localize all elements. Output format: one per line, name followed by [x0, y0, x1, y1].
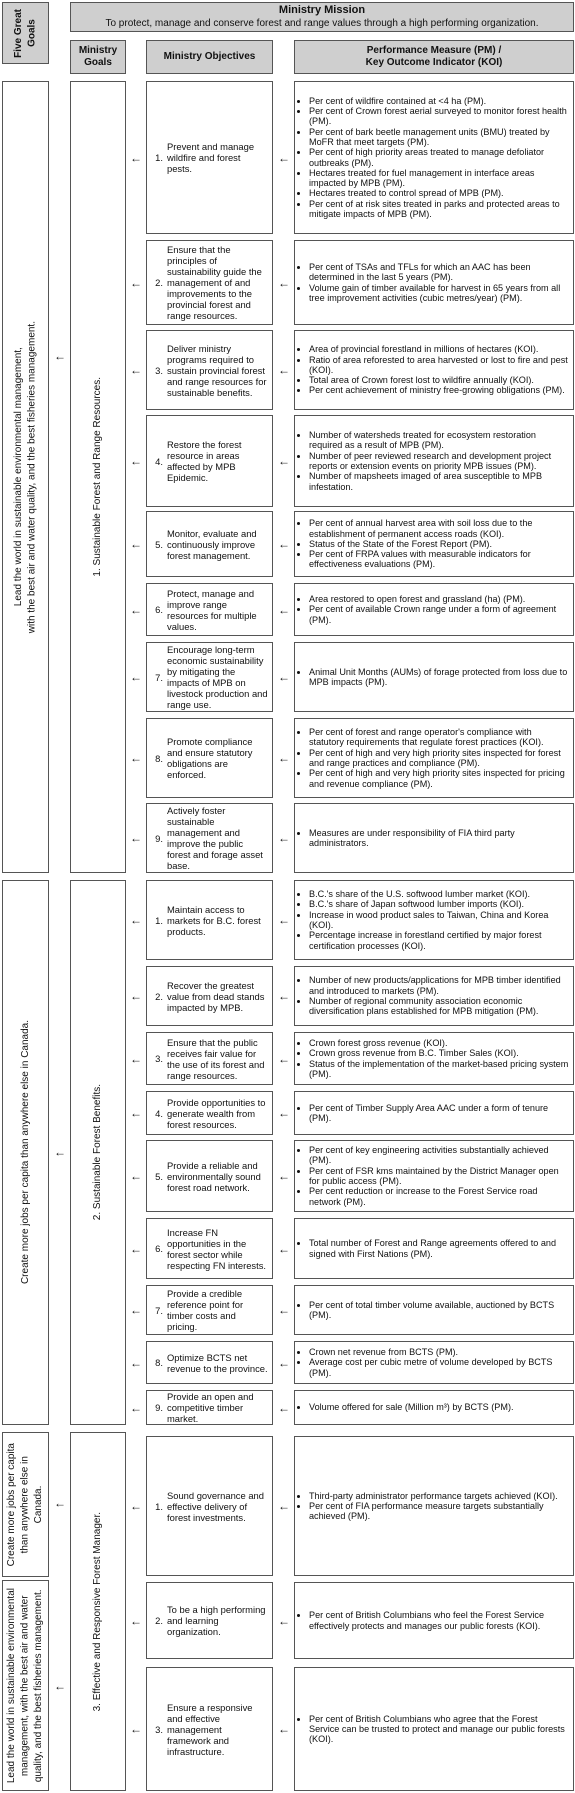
measure-list — [299, 1402, 514, 1412]
arrow-left-icon: ← — [54, 349, 66, 363]
header-five-great-goals: Five Great Goals — [2, 2, 49, 64]
header-ministry-objectives: Ministry Objectives — [146, 40, 273, 74]
measure-item: • Per cent of total timber volume available, auctioned by BCTS (PM). — [309, 1300, 569, 1321]
objective-number: 4. — [155, 1107, 163, 1119]
objective-text: Ensure that the principles of sustainability guide the management of and improvements to the provincial forest and range resources. — [167, 244, 262, 321]
measure-item: • Per cent of bark beetle management units (BMU) treated by MoFR that meet targets (PM). — [309, 127, 569, 148]
measure-item: • Per cent of Crown forest aerial surveyed to monitor forest health (PM). — [309, 106, 569, 127]
arrow-left-icon: ← — [278, 989, 290, 1003]
objective-text: Optimize BCTS net revenue to the province. — [167, 1351, 268, 1374]
arrow-left-icon: ← — [54, 1496, 66, 1510]
arrow-left-icon: ← — [278, 913, 290, 927]
measure-box — [294, 1140, 574, 1212]
measure-item: • Area restored to open forest and grassland (ha) (PM). — [309, 594, 569, 604]
measure-box — [294, 511, 574, 577]
measure-item: • Hectares treated to control spread of MPB (PM). — [309, 188, 569, 198]
arrow-left-icon: ← — [130, 1051, 142, 1066]
measure-item: • Per cent of Timber Supply Area AAC under a form of tenure (PM). — [309, 1103, 569, 1124]
objective-text: Provide a reliable and environmentally sound forest road network. — [167, 1159, 261, 1193]
objective-text: Provide an open and competitive timber market. — [167, 1391, 254, 1424]
measure-item: • Average cost per cubic metre of volume developed by BCTS (PM). — [309, 1357, 569, 1378]
measure-item: • Per cent of British Columbians who agree that the Forest Service can be trusted to protect and manage our public forests (KOI). — [309, 1714, 569, 1745]
arrow-left-icon: ← — [278, 1400, 290, 1415]
objective-box — [146, 1140, 273, 1212]
arrow-left-icon: ← — [278, 1303, 290, 1317]
measure-list — [299, 727, 569, 789]
measure-item: • Animal Unit Months (AUMs) of forage protected from loss due to MPB impacts (PM). — [309, 667, 569, 688]
measure-box — [294, 880, 574, 960]
measure-item: • Crown forest gross revenue (KOI). — [309, 1038, 569, 1048]
measure-item: • Per cent of key engineering activities substantially achieved (PM). — [309, 1145, 569, 1166]
arrow-left-icon: ← — [130, 1722, 142, 1736]
objective-text: Monitor, evaluate and continuously improve forest management. — [167, 527, 257, 561]
measure-item: • Status of the State of the Forest Report (PM). — [309, 539, 569, 549]
measure-box — [294, 1582, 574, 1659]
measure-box — [294, 1285, 574, 1335]
measure-box — [294, 240, 574, 325]
objective-number: 6. — [155, 604, 163, 615]
arrow-left-icon: ← — [130, 1303, 142, 1317]
header-performance-measure: Performance Measure (PM) / Key Outcome Indicator (KOI) — [294, 40, 574, 74]
measure-box — [294, 1091, 574, 1135]
objective-box — [146, 1091, 273, 1135]
objective-text: Encourage long-term economic sustainability by mitigating the impacts of MPB on livestock production and range use. — [167, 644, 268, 710]
measure-item: • Per cent of FSR kms maintained by the District Manager open for public access (PM). — [309, 1166, 569, 1187]
measure-item: • Per cent of high priority areas treated to manage defoliator outbreaks (PM). — [309, 147, 569, 168]
objective-box — [146, 880, 273, 960]
arrow-left-icon: ← — [130, 913, 142, 927]
measure-box — [294, 642, 574, 712]
measure-item: • Per cent of wildfire contained at <4 ha (PM). — [309, 96, 569, 106]
objective-box — [146, 642, 273, 712]
objective-box — [146, 1285, 273, 1335]
measure-item: • Third-party administrator performance targets achieved (KOI). — [309, 1491, 569, 1501]
measure-item: • Per cent of high and very high priority sites inspected for forest and range practices and compliance (PM). — [309, 748, 569, 769]
measure-list — [299, 1145, 569, 1207]
arrow-left-icon: ← — [54, 1145, 66, 1159]
measure-item: • Number of watersheds treated for ecosystem restoration required as a result of MPB (PM). — [309, 430, 569, 451]
objective-text: Deliver ministry programs required to sustain provincial forest and range resources for sustainable benefits. — [167, 342, 267, 398]
mission-title: Ministry Mission — [278, 4, 366, 17]
arrow-left-icon: ← — [278, 1499, 290, 1513]
measure-item: • Per cent of high and very high priority sites inspected for pricing and revenue compliance (PM). — [309, 768, 569, 789]
objective-box — [146, 1436, 273, 1576]
measure-item: • Volume gain of timber available for harvest in 65 years from all tree improvement activities (cubic metres/year) (PM). — [309, 283, 569, 304]
measure-item: • Per cent of annual harvest area with soil loss due to the establishment of permanent access roads (KOI). — [309, 518, 569, 539]
objective-number: 6. — [155, 1243, 163, 1254]
measure-box — [294, 1667, 574, 1791]
arrow-left-icon: ← — [278, 363, 290, 377]
objective-text: Prevent and manage wildfire and forest pests. — [167, 141, 255, 174]
measure-item: • Total area of Crown forest lost to wildfire annually (KOI). — [309, 375, 569, 385]
arrow-left-icon: ← — [130, 363, 142, 377]
ministry-goal-box — [70, 880, 126, 1425]
measure-box — [294, 81, 574, 234]
measure-item: • Crown net revenue from BCTS (PM). — [309, 1347, 569, 1357]
arrow-left-icon: ← — [278, 831, 290, 845]
measure-item: • Number of peer reviewed research and development project reports or extension events on priority MPB issues (PM). — [309, 451, 569, 472]
measure-box — [294, 966, 574, 1026]
ministry-goal-box — [70, 81, 126, 873]
objective-box — [146, 1667, 273, 1791]
objective-number: 5. — [155, 538, 163, 550]
arrow-left-icon: ← — [130, 1613, 142, 1628]
measure-box — [294, 330, 574, 410]
objective-number: 8. — [155, 1357, 163, 1368]
measure-list — [299, 889, 569, 951]
measure-box — [294, 1341, 574, 1384]
arrow-left-icon: ← — [278, 1169, 290, 1183]
measure-box — [294, 718, 574, 798]
objective-box — [146, 511, 273, 577]
objective-box — [146, 966, 273, 1026]
objective-number: 9. — [155, 832, 163, 844]
objective-box — [146, 1582, 273, 1659]
great-goal-box — [2, 1580, 49, 1791]
ministry-goal-text: 3. Effective and Responsive Forest Manager. — [92, 1511, 104, 1712]
objective-text: Ensure that the public receives fair value for the use of its forest and range resources. — [167, 1036, 265, 1081]
measure-item: • Per cent of at risk sites treated in parks and protected areas to mitigate impacts of MPB (PM). — [309, 199, 569, 220]
measure-box — [294, 415, 574, 507]
arrow-left-icon: ← — [278, 1051, 290, 1066]
arrow-left-icon: ← — [130, 989, 142, 1003]
measure-list — [299, 828, 569, 849]
measure-item: • Area of provincial forestland in millions of hectares (KOI). — [309, 344, 569, 354]
measure-item: • Per cent of forest and range operator's compliance with statutory requirements that regulate forest practices (KOI). — [309, 727, 569, 748]
objective-number: 7. — [155, 671, 163, 683]
arrow-left-icon: ← — [130, 275, 142, 290]
objective-number: 1. — [155, 914, 163, 926]
objective-box — [146, 240, 273, 325]
objective-number: 2. — [155, 1615, 163, 1626]
great-goal-box — [2, 1432, 49, 1577]
measure-item: • B.C.'s share of Japan softwood lumber imports (KOI). — [309, 899, 569, 909]
arrow-left-icon: ← — [130, 1355, 142, 1370]
objective-text: Provide opportunities to generate wealth from forest resources. — [167, 1096, 266, 1130]
objective-number: 3. — [155, 1723, 163, 1735]
measure-item: • Per cent of British Columbians who feel the Forest Service effectively protects and manages our public forests (KOI). — [309, 1610, 569, 1631]
objective-text: Protect, manage and improve range resources for multiple values. — [167, 587, 257, 632]
objective-text: Actively foster sustainable management and improve the public forest and forage asset base. — [167, 805, 263, 871]
measure-box — [294, 1032, 574, 1085]
objective-number: 5. — [155, 1170, 163, 1182]
measure-list — [299, 1610, 569, 1631]
objective-text: Sound governance and effective delivery of forest investments. — [167, 1489, 264, 1523]
measure-list — [299, 344, 569, 395]
objective-number: 3. — [155, 364, 163, 376]
great-goal-box — [2, 880, 49, 1425]
arrow-left-icon: ← — [130, 150, 142, 165]
measure-item: • B.C.'s share of the U.S. softwood lumber market (KOI). — [309, 889, 569, 899]
objective-box — [146, 81, 273, 234]
great-goal-text: Create more jobs per capita than anywhere else in Canada. — [19, 1020, 31, 1285]
measure-item: • Total number of Forest and Range agreements offered to and signed with First Nations (PM). — [309, 1238, 569, 1259]
measure-item: • Measures are under responsibility of FIA third party administrators. — [309, 828, 569, 849]
measure-item: • Percentage increase in forestland certified by major forest certification processes (KOI). — [309, 930, 569, 951]
measure-item: • Per cent of TSAs and TFLs for which an AAC has been determined in the last 5 years (PM). — [309, 262, 569, 283]
arrow-left-icon: ← — [130, 1499, 142, 1513]
measure-item: • Increase in wood product sales to Taiwan, China and Korea (KOI). — [309, 910, 569, 931]
measure-list — [299, 1300, 569, 1321]
measure-list — [299, 1103, 569, 1124]
objective-box — [146, 1218, 273, 1279]
objective-text: Restore the forest resource in areas affected by MPB Epidemic. — [167, 439, 242, 483]
measure-item: • Number of regional community association economic diversification plans established for MPB mitigation (PM). — [309, 996, 569, 1017]
measure-box — [294, 803, 574, 873]
objective-number: 9. — [155, 1402, 163, 1413]
measure-item: • Per cent of available Crown range under a form of agreement (PM). — [309, 604, 569, 625]
arrow-left-icon: ← — [130, 1400, 142, 1415]
arrow-left-icon: ← — [54, 1679, 66, 1693]
arrow-left-icon: ← — [130, 602, 142, 617]
arrow-left-icon: ← — [130, 1106, 142, 1120]
arrow-left-icon: ← — [278, 602, 290, 617]
arrow-left-icon: ← — [130, 831, 142, 845]
great-goal-text: Lead the world in sustainable environmental management, with the best air and water quality, and the best fisheries management. — [13, 320, 38, 634]
measure-item: • Crown gross revenue from B.C. Timber Sales (KOI). — [309, 1048, 569, 1058]
measure-list — [299, 262, 569, 303]
arrow-left-icon: ← — [278, 150, 290, 165]
measure-item: • Status of the implementation of the market-based pricing system (PM). — [309, 1059, 569, 1080]
measure-list — [299, 975, 569, 1016]
objective-text: Provide a credible reference point for timber costs and pricing. — [167, 1288, 244, 1332]
measure-box — [294, 1218, 574, 1279]
objective-box — [146, 415, 273, 507]
objective-box — [146, 330, 273, 410]
measure-item: • Number of mapsheets imaged of area susceptible to MPB infestation. — [309, 471, 569, 492]
objective-number: 4. — [155, 455, 163, 467]
objective-number: 2. — [155, 277, 163, 288]
measure-list — [299, 1714, 569, 1745]
objective-number: 1. — [155, 152, 163, 163]
measure-list — [299, 96, 569, 219]
great-goal-text: Lead the world in sustainable environmental management, with the best air and water quality, and the best fisheries management. — [6, 1587, 45, 1784]
arrow-left-icon: ← — [278, 1722, 290, 1736]
ministry-goal-text: 1. Sustainable Forest and Range Resources. — [92, 377, 104, 577]
objective-text: To be a high performing and learning organization. — [167, 1604, 266, 1637]
measure-item: • Per cent reduction or increase to the Forest Service road network (PM). — [309, 1186, 569, 1207]
measure-list — [299, 430, 569, 492]
arrow-left-icon: ← — [278, 1355, 290, 1370]
arrow-left-icon: ← — [278, 454, 290, 468]
great-goal-text: Create more jobs per capita than anywhere else in Canada. — [6, 1442, 45, 1567]
mission-text: To protect, manage and conserve forest and range values through a high performing organization. — [105, 17, 539, 29]
header-ministry-goals: Ministry Goals — [70, 40, 126, 74]
arrow-left-icon: ← — [278, 275, 290, 290]
arrow-left-icon: ← — [130, 751, 142, 765]
ministry-goal-box — [70, 1432, 126, 1791]
objective-box — [146, 1032, 273, 1085]
objective-number: 7. — [155, 1304, 163, 1316]
objective-text: Ensure a responsive and effective management framework and infrastructure. — [167, 1701, 253, 1757]
objective-text: Recover the greatest value from dead stands impacted by MPB. — [167, 979, 265, 1013]
arrow-left-icon: ← — [130, 537, 142, 551]
measure-list — [299, 518, 569, 569]
arrow-left-icon: ← — [130, 670, 142, 684]
ministry-mission-box — [70, 2, 574, 32]
measure-list — [299, 1038, 569, 1079]
arrow-left-icon: ← — [278, 1613, 290, 1628]
arrow-left-icon: ← — [130, 1241, 142, 1256]
measure-item: • Ratio of area reforested to area harvested or lost to fire and pest (KOI). — [309, 355, 569, 376]
measure-item: • Per cent achievement of ministry free-growing obligations (PM). — [309, 385, 569, 395]
arrow-left-icon: ← — [130, 454, 142, 468]
objective-number: 1. — [155, 1500, 163, 1512]
objective-number: 2. — [155, 990, 163, 1002]
objective-box — [146, 1390, 273, 1425]
measure-item: • Hectares treated for fuel management in interface areas impacted by MPB (PM). — [309, 168, 569, 189]
objective-text: Maintain access to markets for B.C. forest products. — [167, 903, 261, 937]
measure-item: • Per cent of FRPA values with measurable indicators for effectiveness evaluations (PM). — [309, 549, 569, 570]
objective-box — [146, 718, 273, 798]
ministry-goal-text: 2. Sustainable Forest Benefits. — [92, 1084, 104, 1221]
measure-box — [294, 583, 574, 636]
arrow-left-icon: ← — [278, 1241, 290, 1256]
measure-item: • Per cent of FIA performance measure targets substantially achieved (PM). — [309, 1501, 569, 1522]
arrow-left-icon: ← — [278, 537, 290, 551]
measure-box — [294, 1390, 574, 1425]
great-goal-box — [2, 81, 49, 873]
objective-box — [146, 1341, 273, 1384]
measure-list — [299, 667, 569, 688]
arrow-left-icon: ← — [278, 670, 290, 684]
measure-item: • Volume offered for sale (Million m³) by BCTS (PM). — [309, 1402, 514, 1412]
objective-box — [146, 583, 273, 636]
measure-list — [299, 1238, 569, 1259]
measure-list — [299, 594, 569, 625]
arrow-left-icon: ← — [278, 751, 290, 765]
objective-number: 8. — [155, 752, 163, 764]
arrow-left-icon: ← — [278, 1106, 290, 1120]
objective-text: Promote compliance and ensure statutory obligations are enforced. — [167, 736, 253, 780]
measure-box — [294, 1436, 574, 1576]
objective-text: Increase FN opportunities in the forest sector while respecting FN interests. — [167, 1226, 266, 1271]
objective-number: 3. — [155, 1053, 163, 1064]
measure-item: • Number of new products/applications for MPB timber identified and introduced to markets (PM). — [309, 975, 569, 996]
arrow-left-icon: ← — [130, 1169, 142, 1183]
objective-box — [146, 803, 273, 873]
measure-list — [299, 1347, 569, 1378]
measure-list — [299, 1491, 569, 1522]
